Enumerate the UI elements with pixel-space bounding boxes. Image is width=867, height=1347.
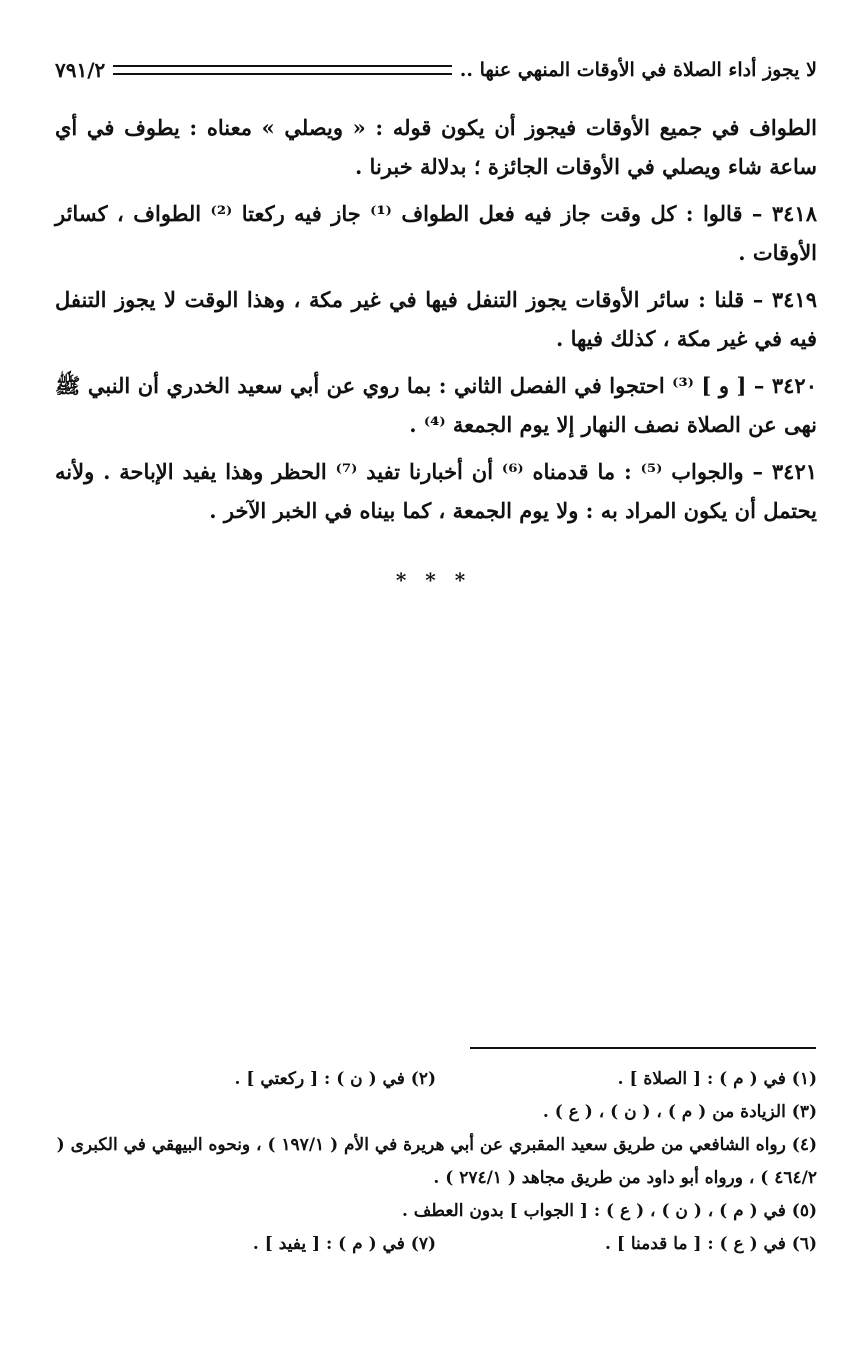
footnote-row: [55, 1063, 817, 1096]
paragraph-3421: ٣٤٢١ – والجواب ⁽⁵⁾ : ما قدمناه ⁽⁶⁾ أن أخبارنا تفيد ⁽⁷⁾ الحظر وهذا يفيد الإباحة . ولأنه يحتمل أن يكون المراد به : ولا يوم الجمعة ، كما بيناه في الخبر الآخر .: [55, 459, 818, 523]
running-header: [55, 50, 817, 90]
footnote-separator: [470, 1047, 816, 1049]
paragraph-3419: ٣٤١٩ – قلنا : سائر الأوقات يجوز التنفل فيها في غير مكة ، وهذا الوقت لا يجوز التنفل فيه في غير مكة ، كذلك فيها .: [55, 287, 817, 351]
footnote-1: (١) في ( م ) : [ الصلاة ] .: [617, 1069, 817, 1089]
footnote-row: [55, 1096, 817, 1129]
footnote-4: (٤) رواه الشافعي من طريق سعيد المقبري عن أبي هريرة في الأم ( ١٩٧/١ ) ، ونحوه البيهقي في الكبرى ( ٤٦٤/٢ ) ، ورواه أبو داود من طريق مجاهد ( ٢٧٤/١ ) .: [56, 1135, 817, 1188]
footnote-row: [55, 1129, 817, 1195]
paragraph-3420: ٣٤٢٠ – [ و ] ⁽³⁾ احتجوا في الفصل الثاني : بما روي عن أبي سعيد الخدري أن النبي ﷺ نهى عن الصلاة نصف النهار إلا يوم الجمعة ⁽⁴⁾ .: [55, 373, 817, 437]
header-double-rule: [113, 65, 451, 75]
footnote-row: [55, 1228, 817, 1261]
footnote-row: [55, 1195, 817, 1228]
footnote-2: (٢) في ( ن ) : [ ركعتي ] .: [234, 1069, 436, 1089]
section-ornament: * * *: [395, 568, 472, 592]
footnote-5: (٥) في ( م ) ، ( ن ) ، ( ع ) : [ الجواب ] بدون العطف .: [401, 1201, 817, 1221]
footnote-6: (٦) في ( ع ) : [ ما قدمنا ] .: [605, 1234, 817, 1254]
main-text: [55, 108, 817, 538]
header-title: لا يجوز أداء الصلاة في الأوقات المنهي عنها ..: [459, 59, 817, 81]
page-number: ٧٩١/٢: [55, 58, 106, 82]
footnote-3: (٣) الزيادة من ( م ) ، ( ن ) ، ( ع ) .: [542, 1102, 817, 1122]
footnotes: [55, 1063, 817, 1261]
paragraph-3418: ٣٤١٨ – قالوا : كل وقت جاز فيه فعل الطواف ⁽¹⁾ جاز فيه ركعتا ⁽²⁾ الطواف ، كسائر الأوقات .: [55, 201, 817, 265]
paragraph-intro: الطواف في جميع الأوقات فيجوز أن يكون قوله : « ويصلي » معناه : يطوف في أي ساعة شاء ويصلي في الأوقات الجائزة ؛ بدلالة خبرنا .: [55, 115, 817, 179]
footnote-7: (٧) في ( م ) : [ يفيد ] .: [252, 1234, 436, 1254]
